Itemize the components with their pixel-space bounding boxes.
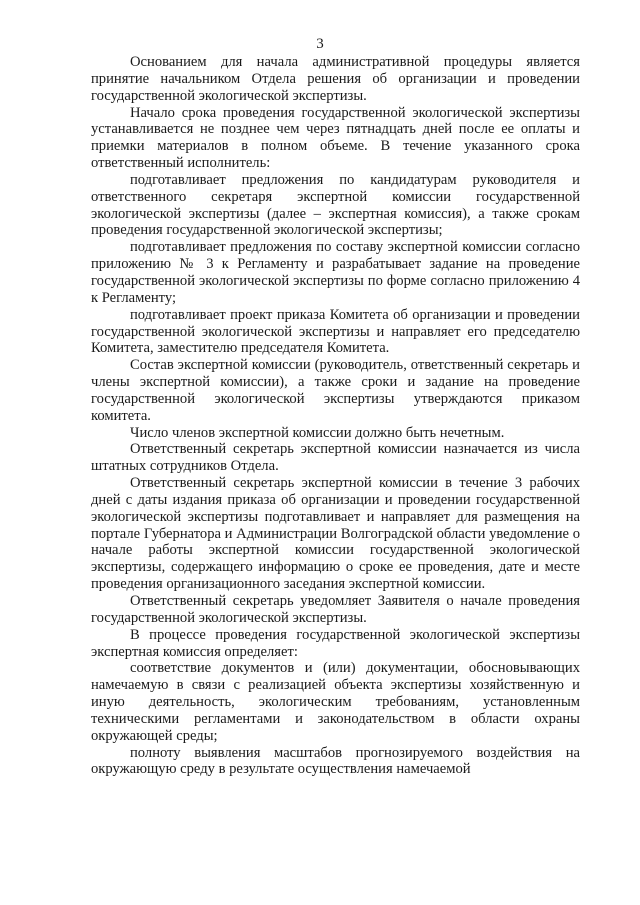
paragraph: Основанием для начала административной процедуры является принятие начальником Отдела решения об организации и проведении государственной экологической экспертизы.	[91, 54, 580, 104]
paragraph: Состав экспертной комиссии (руководитель, ответственный секретарь и члены экспертной комиссии), а также сроки и задание на проведение государственной экологической экспертизы утверждаются приказом комитета.	[91, 357, 580, 424]
paragraph: Начало срока проведения государственной экологической экспертизы устанавливается не позднее чем через пятнадцать дней после ее оплаты и приемки материалов в полном объеме. В течение указанного срока ответственный исполнитель:	[91, 104, 580, 172]
document-body	[91, 54, 580, 778]
paragraph: подготавливает предложения по кандидатурам руководителя и ответственного секретаря экспертной комиссии государственной экологической экспертизы (далее – экспертная комиссия), а также срокам проведения государственной экологической экспертизы;	[91, 171, 580, 239]
paragraph: Ответственный секретарь экспертной комиссии назначается из числа штатных сотрудников Отдела.	[91, 441, 580, 475]
paragraph: подготавливает предложения по составу экспертной комиссии согласно приложению № 3 к Регламенту и разрабатывает задание на проведение государственной экологической экспертизы по форме согласно приложению 4 к Регламенту;	[91, 239, 580, 306]
paragraph: В процессе проведения государственной экологической экспертизы экспертная комиссия определяет:	[91, 626, 580, 660]
page-number: 3	[316, 36, 324, 52]
paragraph: Ответственный секретарь уведомляет Заявителя о начале проведения государственной экологической экспертизы.	[91, 593, 580, 626]
paragraph: полноту выявления масштабов прогнозируемого воздействия на окружающую среду в результате осуществления намечаемой	[91, 744, 580, 778]
paragraph: подготавливает проект приказа Комитета об организации и проведении государственной экологической экспертизы и направляет его председателю Комитета, заместителю председателя Комитета.	[91, 306, 580, 357]
paragraph: соответствие документов и (или) документации, обосновывающих намечаемую в связи с реализацией объекта экспертизы хозяйственную и иную деятельность, экологическим требованиям, установленным техническими регламентами и законодательством в области охраны окружающей среды;	[91, 660, 580, 744]
paragraph: Число членов экспертной комиссии должно быть нечетным.	[130, 424, 505, 441]
paragraph: Ответственный секретарь экспертной комиссии в течение 3 рабочих дней с даты издания приказа об организации и проведении государственной экологической экспертизы подготавливает и направляет для размещения на портале Губернатора и Администрации Волгоградской области уведомление о начале работы экспертной комиссии государственной экологической экспертизы, содержащего информацию о сроке ее проведения, дате и месте проведения организационного заседания экспертной комиссии.	[91, 475, 580, 593]
